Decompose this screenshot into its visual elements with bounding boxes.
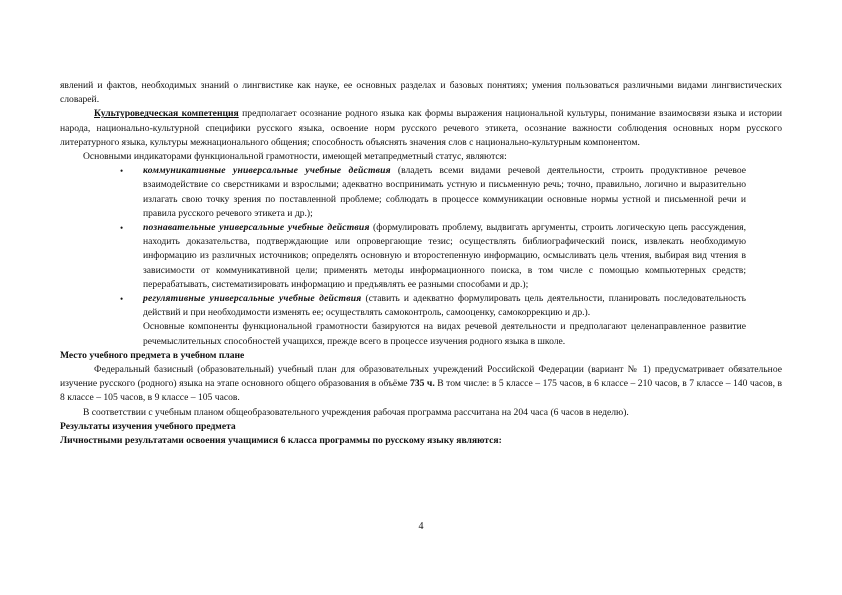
- heading-personal-results: Личностными результатами освоения учащимися 6 класса программы по русскому языку являются:: [60, 435, 502, 447]
- paragraph-indicators-intro: Основными индикаторами функциональной грамотности, имеющей метапредметный статус, являются:: [83, 151, 507, 163]
- indicators-list: [60, 164, 782, 320]
- list-item: [120, 221, 746, 292]
- heading-study-results: Результаты изучения учебного предмета: [60, 420, 236, 432]
- term-regulatory: регулятивные универсальные учебные действия: [143, 293, 362, 305]
- paragraph-federal-plan: [60, 363, 782, 406]
- regulatory-text: (ставить и адекватно формулировать цель деятельности, планировать последовательность действий и при необходимости изменять ее; осуществлять самоконтроль, самооценку, самокоррекцию и др.).: [143, 293, 746, 319]
- term-cognitive: познавательные универсальные учебные действия: [143, 222, 370, 234]
- paragraph-cultural-competence: [60, 107, 782, 150]
- communicative-text: (владеть всеми видами речевой деятельности, строить продуктивное речевое взаимодействие со сверстниками и взрослыми; адекватно воспринимать устную и письменную речь; точно, правильно, логично и выразительно излагать свою точку зрения по поставленной проблеме; соблюдать в процессе коммуникации основные нормы устной и письменной речи и правила русского речевого этикета и др.);: [143, 165, 746, 219]
- heading-curriculum-place: Место учебного предмета в учебном плане: [60, 349, 245, 361]
- bullet-icon: •: [120, 223, 124, 234]
- federal-plan-hours-breakdown: В том числе: в 5 классе – 175 часов, в 6 классе – 210 часов, в 7 классе – 140 часов, в 8 классе – 105 часов, в 9 классе – 105 часов.: [60, 378, 782, 404]
- document-body: [60, 79, 782, 448]
- total-hours: 735 ч.: [410, 378, 435, 390]
- federal-plan-text: Федеральный базисный (образовательный) учебный план для образовательных учреждений Российской Федерации (вариант № 1) предусматривает обязательное изучение русского (родного) языка на этапе основного общего образования в объёме: [60, 364, 782, 390]
- page-number: 4: [418, 521, 424, 532]
- bullet-icon: •: [120, 294, 124, 305]
- paragraph-functional-literacy: Основные компоненты функциональной грамотности базируются на видах речевой деятельности и предполагают целенаправленное развитие речемыслительных способностей учащихся, прежде всего в процессе изучения родного языка в школе.: [143, 321, 746, 347]
- paragraph-school-plan: В соответствии с учебным планом общеобразовательного учреждения рабочая программа рассчитана на 204 часа (6 часов в неделю).: [83, 406, 629, 418]
- list-item: [120, 292, 746, 320]
- list-item: [120, 164, 746, 221]
- term-cultural-competence: Культуроведческая компетенция: [94, 108, 239, 120]
- bullet-icon: •: [120, 166, 124, 177]
- paragraph-linguistic-knowledge: явлений и фактов, необходимых знаний о лингвистике как науке, ее основных разделах и базовых понятиях; умения пользоваться различными видами лингвистических словарей.: [60, 80, 782, 106]
- cognitive-text: (формулировать проблему, выдвигать аргументы, строить логическую цепь рассуждения, находить доказательства, подтверждающие или опровергающие тезис; осуществлять библиографический поиск, извлекать необходимую информацию из различных источников; определять основную и второстепенную информацию, осмысливать цель чтения, выбирая вид чтения в зависимости от коммуникативной цели; применять методы информационного поиска, в том числе с помощью компьютерных средств; перерабатывать, систематизировать информацию и предъявлять ее разными способами и др.);: [143, 222, 746, 290]
- term-communicative: коммуникативные универсальные учебные действия: [143, 165, 391, 177]
- cultural-competence-text: предполагает осознание родного языка как формы выражения национальной культуры, понимание взаимосвязи языка и истории народа, национально-культурной специфики русского языка, освоение норм русского речевого этикета, осознание важности соблюдения основных норм русского литературного языка, культуры межнационального общения; способность объяснять значения слов с национально-культурным компонентом.: [60, 108, 783, 148]
